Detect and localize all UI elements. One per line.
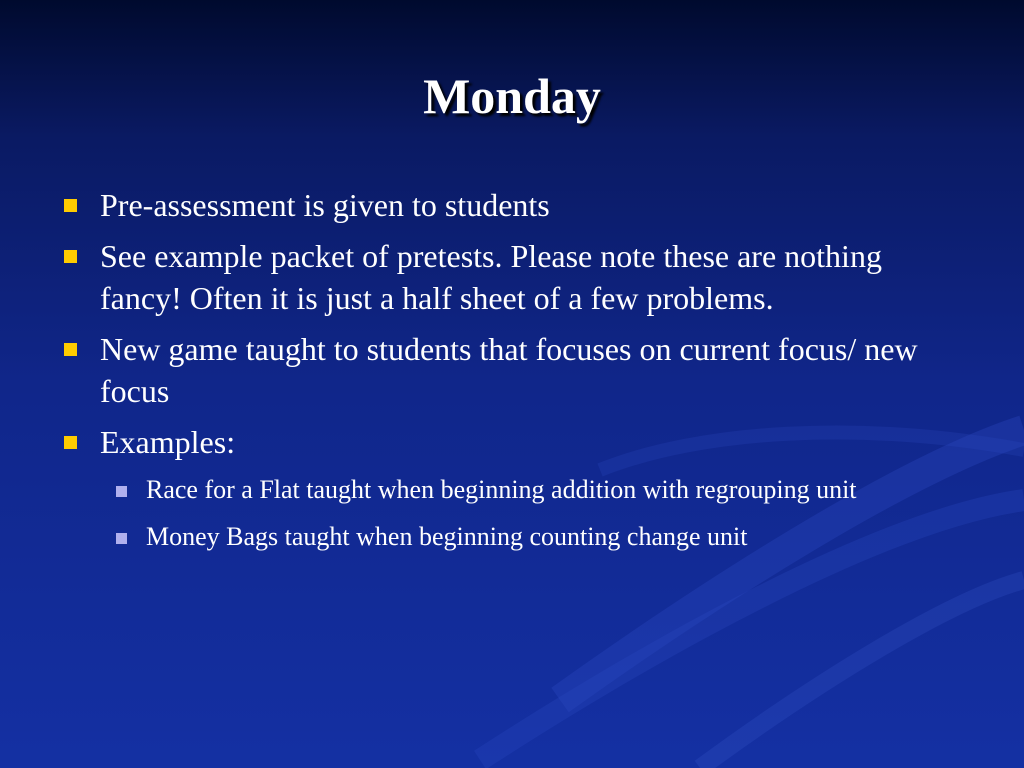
square-bullet-icon xyxy=(64,343,77,356)
bullet-text: Pre-assessment is given to students xyxy=(100,187,550,223)
bullet-item xyxy=(60,328,960,412)
bullet-item xyxy=(60,235,960,319)
square-sub-bullet-icon xyxy=(116,486,127,497)
bullet-text: New game taught to students that focuses on current focus/ new focus xyxy=(100,331,918,409)
bullet-text: Examples: xyxy=(100,424,236,460)
sub-bullet-item xyxy=(60,519,960,555)
square-bullet-icon xyxy=(64,436,77,449)
square-sub-bullet-icon xyxy=(116,533,127,544)
sub-bullet-text: Money Bags taught when beginning counting change unit xyxy=(146,522,748,551)
bullet-item xyxy=(60,184,960,226)
square-bullet-icon xyxy=(64,250,77,263)
bullet-text: See example packet of pretests. Please note these are nothing fancy! Often it is just a half sheet of a few problems. xyxy=(100,238,882,316)
sub-bullet-text: Race for a Flat taught when beginning addition with regrouping unit xyxy=(146,475,857,504)
slide-title: Monday xyxy=(423,68,601,124)
bullet-item xyxy=(60,421,960,463)
slide-body xyxy=(60,184,960,566)
square-bullet-icon xyxy=(64,199,77,212)
sub-bullet-item xyxy=(60,472,960,508)
